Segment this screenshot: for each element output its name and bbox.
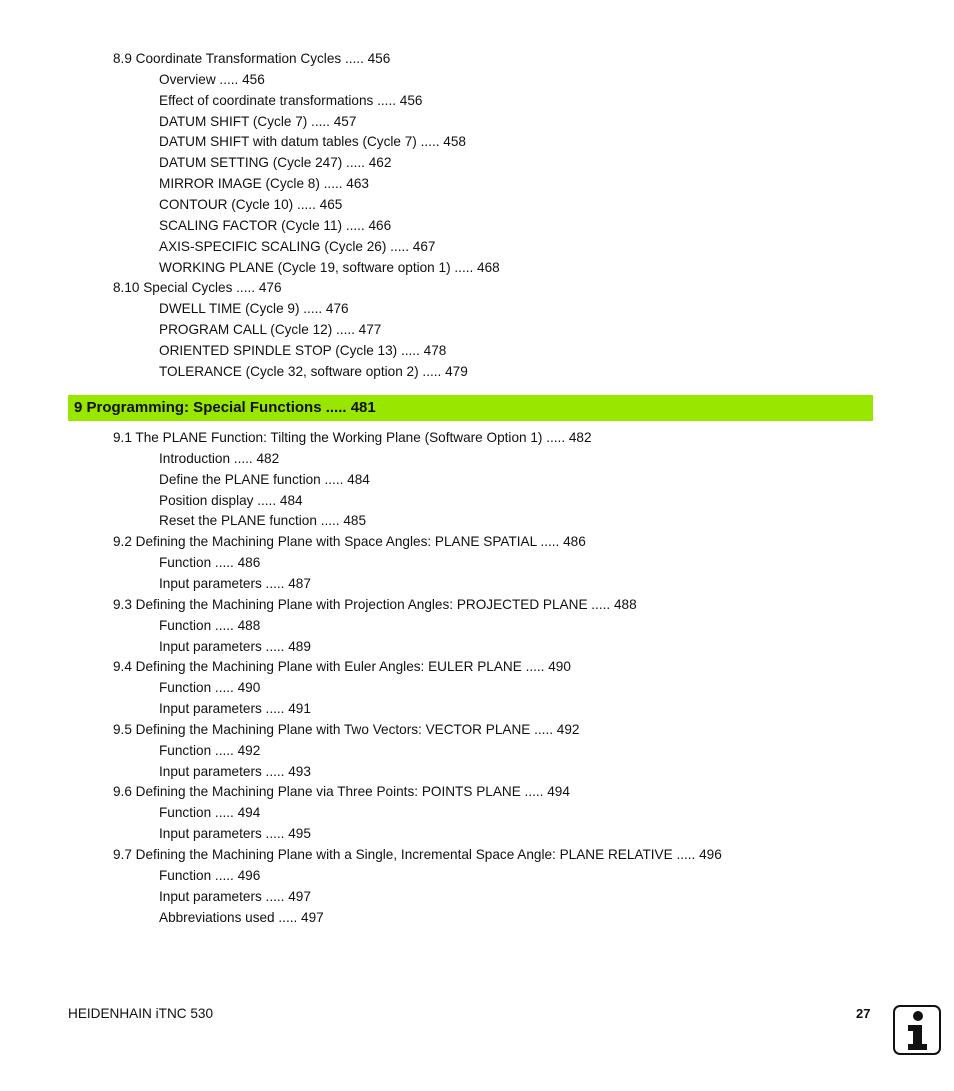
- toc-subsection-entry[interactable]: MIRROR IMAGE (Cycle 8) ..... 463: [159, 176, 369, 192]
- chapter-heading-bar: [68, 395, 873, 421]
- page-number: 27: [856, 1006, 871, 1021]
- footer-title: HEIDENHAIN iTNC 530: [68, 1006, 214, 1021]
- chapter-title[interactable]: 9 Programming: Special Functions ..... 481: [74, 399, 376, 416]
- toc-subsection-entry[interactable]: PROGRAM CALL (Cycle 12) ..... 477: [159, 322, 382, 338]
- toc-section-entry[interactable]: 9.3 Defining the Machining Plane with Projection Angles: PROJECTED PLANE ..... 488: [113, 596, 637, 612]
- toc-section-entry[interactable]: 8.9 Coordinate Transformation Cycles ..... 456: [113, 51, 391, 66]
- toc-subsection-entry[interactable]: Input parameters ..... 493: [159, 763, 311, 779]
- toc-subsection-entry[interactable]: Input parameters ..... 497: [159, 888, 311, 904]
- toc-subsection-entry[interactable]: Abbreviations used ..... 497: [159, 909, 324, 925]
- toc-section-entry[interactable]: 9.1 The PLANE Function: Tilting the Working Plane (Software Option 1) ..... 482: [113, 430, 592, 445]
- toc-subsection-entry[interactable]: CONTOUR (Cycle 10) ..... 465: [159, 196, 343, 212]
- toc-subsection-entry[interactable]: Input parameters ..... 495: [159, 826, 311, 842]
- toc-subsection-entry[interactable]: Function ..... 486: [159, 555, 261, 571]
- toc-section-entry[interactable]: 9.4 Defining the Machining Plane with Euler Angles: EULER PLANE ..... 490: [113, 659, 571, 675]
- toc-subsection-entry[interactable]: Function ..... 496: [159, 867, 261, 883]
- toc-subsection-entry[interactable]: Introduction ..... 482: [159, 450, 280, 466]
- toc-subsection-entry[interactable]: SCALING FACTOR (Cycle 11) ..... 466: [159, 217, 392, 233]
- toc-subsection-entry[interactable]: Define the PLANE function ..... 484: [159, 471, 370, 487]
- toc-subsection-entry[interactable]: TOLERANCE (Cycle 32, software option 2) ..... 479: [159, 363, 468, 379]
- toc-subsection-entry[interactable]: Function ..... 488: [159, 617, 261, 633]
- toc-section-entry[interactable]: 9.5 Defining the Machining Plane with Two Vectors: VECTOR PLANE ..... 492: [113, 721, 580, 737]
- toc-subsection-entry[interactable]: ORIENTED SPINDLE STOP (Cycle 13) ..... 478: [159, 342, 447, 358]
- toc-subsection-entry[interactable]: Input parameters ..... 489: [159, 638, 311, 654]
- toc-subsection-entry[interactable]: Input parameters ..... 491: [159, 701, 311, 717]
- toc-subsection-entry[interactable]: Function ..... 494: [159, 805, 261, 821]
- toc-subsection-entry[interactable]: DWELL TIME (Cycle 9) ..... 476: [159, 301, 349, 317]
- toc-subsection-entry[interactable]: Function ..... 490: [159, 680, 261, 696]
- toc-subsection-entry[interactable]: Overview ..... 456: [159, 71, 265, 87]
- toc-subsection-entry[interactable]: Effect of coordinate transformations ..... 456: [159, 92, 423, 108]
- toc-subsection-entry[interactable]: AXIS-SPECIFIC SCALING (Cycle 26) ..... 467: [159, 238, 436, 254]
- toc-section-entry[interactable]: 8.10 Special Cycles ..... 476: [113, 280, 282, 296]
- toc-subsection-entry[interactable]: DATUM SHIFT with datum tables (Cycle 7) ..... 458: [159, 134, 466, 150]
- toc-subsection-entry[interactable]: DATUM SETTING (Cycle 247) ..... 462: [159, 155, 392, 171]
- toc-subsection-entry[interactable]: DATUM SHIFT (Cycle 7) ..... 457: [159, 113, 357, 129]
- toc-subsection-entry[interactable]: Reset the PLANE function ..... 485: [159, 513, 367, 529]
- toc-subsection-entry[interactable]: Position display ..... 484: [159, 492, 303, 508]
- info-icon: [893, 1005, 941, 1055]
- toc-subsection-entry[interactable]: Function ..... 492: [159, 742, 261, 758]
- toc-subsection-entry[interactable]: Input parameters ..... 487: [159, 575, 311, 591]
- toc-section-entry[interactable]: 9.2 Defining the Machining Plane with Space Angles: PLANE SPATIAL ..... 486: [113, 534, 586, 550]
- toc-section-entry[interactable]: 9.7 Defining the Machining Plane with a Single, Incremental Space Angle: PLANE RELATIVE ..... 496: [113, 847, 722, 862]
- toc-subsection-entry[interactable]: WORKING PLANE (Cycle 19, software option 1) ..... 468: [159, 259, 500, 275]
- toc-section-entry[interactable]: 9.6 Defining the Machining Plane via Three Points: POINTS PLANE ..... 494: [113, 784, 570, 800]
